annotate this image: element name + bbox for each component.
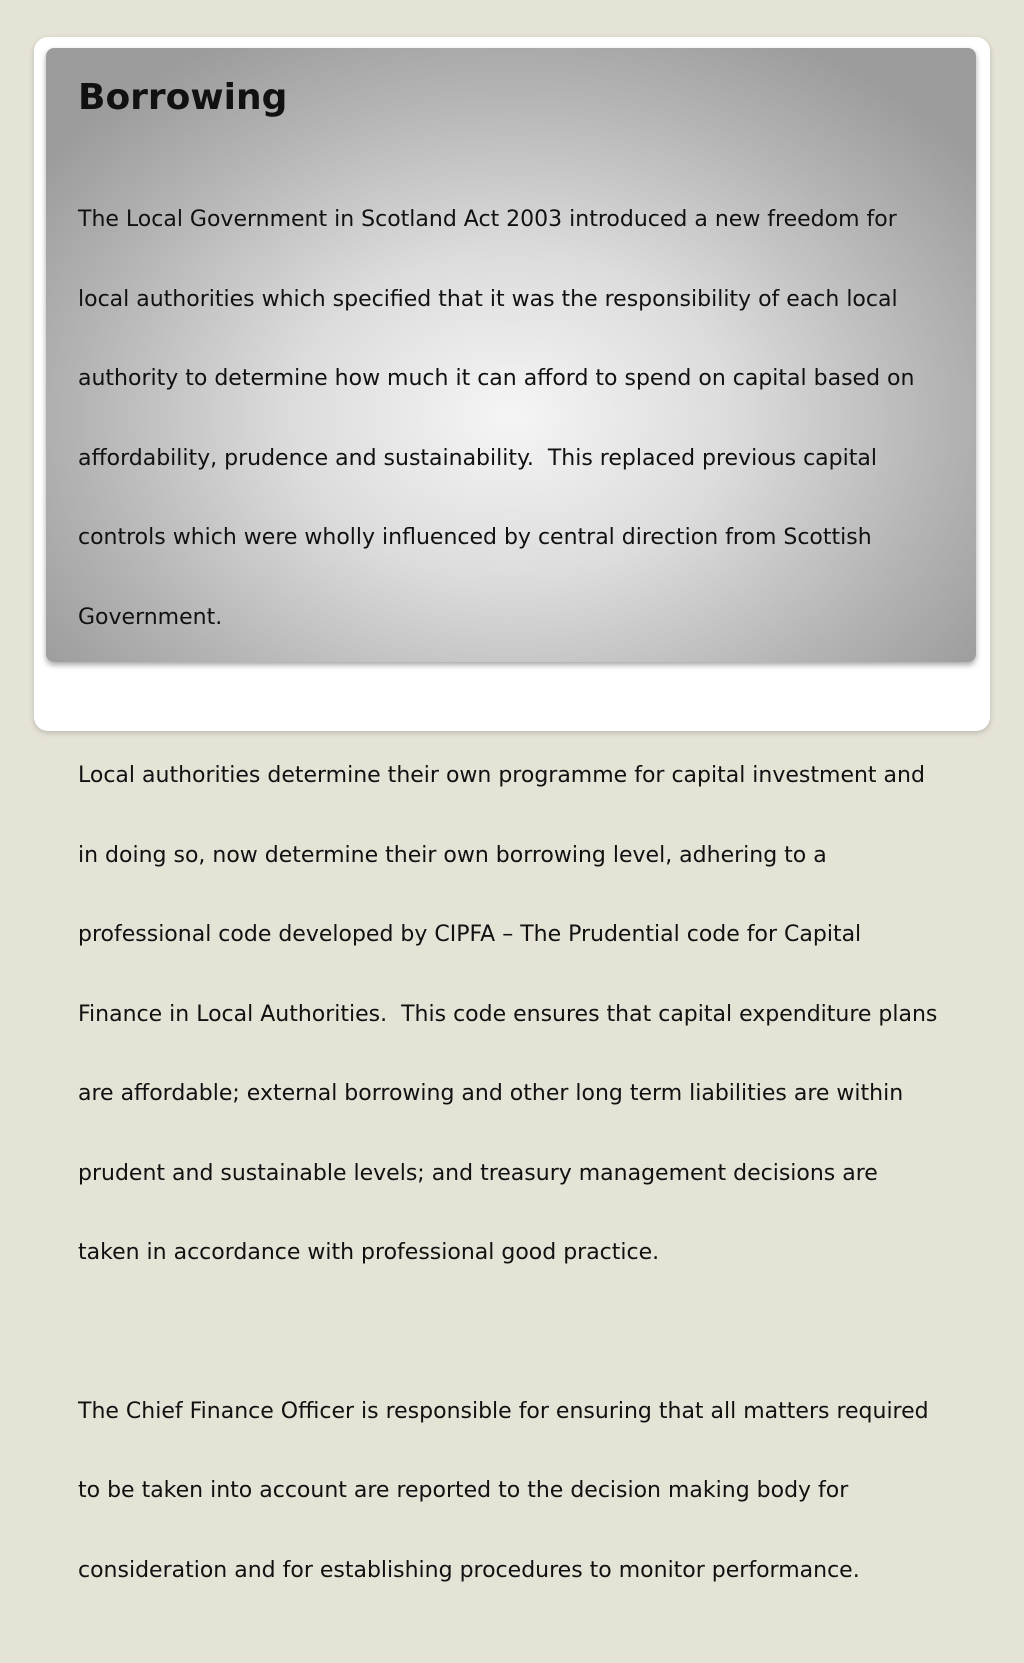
text-line: are affordable; external borrowing and other long term liabilities are within <box>78 1081 904 1106</box>
slide-body <box>78 154 968 1663</box>
text-line: taken in accordance with professional good practice. <box>78 1240 660 1265</box>
paragraph-act-2003 <box>78 154 968 684</box>
paragraph-chief-finance-officer <box>78 1346 968 1638</box>
text-line: The Chief Finance Officer is responsible for ensuring that all matters required <box>78 1398 929 1424</box>
text-line: Local authorities determine their own programme for capital investment and <box>78 763 925 788</box>
text-line: consideration and for establishing procedures to monitor performance. <box>78 1557 860 1583</box>
text-line: in doing so, now determine their own borrowing level, adhering to a <box>78 842 827 868</box>
text-line: to be taken into account are reported to the decision making body for <box>78 1478 849 1503</box>
slide-title: Borrowing <box>78 77 288 118</box>
text-line: authority to determine how much it can afford to spend on capital based on <box>78 366 915 391</box>
text-line: Government. <box>78 604 223 630</box>
paragraph-prudential-code <box>78 710 968 1320</box>
text-line: Finance in Local Authorities. This code ensures that capital expenditure plans <box>78 1001 938 1027</box>
text-line: The Local Government in Scotland Act 2003 introduced a new freedom for <box>78 207 897 232</box>
text-line: prudent and sustainable levels; and treasury management decisions are <box>78 1160 878 1186</box>
text-line: affordability, prudence and sustainability. This replaced previous capital <box>78 445 877 471</box>
text-line: controls which were wholly influenced by central direction from Scottish <box>78 525 872 550</box>
text-line: professional code developed by CIPFA – The Prudential code for Capital <box>78 922 862 947</box>
text-line: local authorities which specified that it was the responsibility of each local <box>78 286 898 312</box>
